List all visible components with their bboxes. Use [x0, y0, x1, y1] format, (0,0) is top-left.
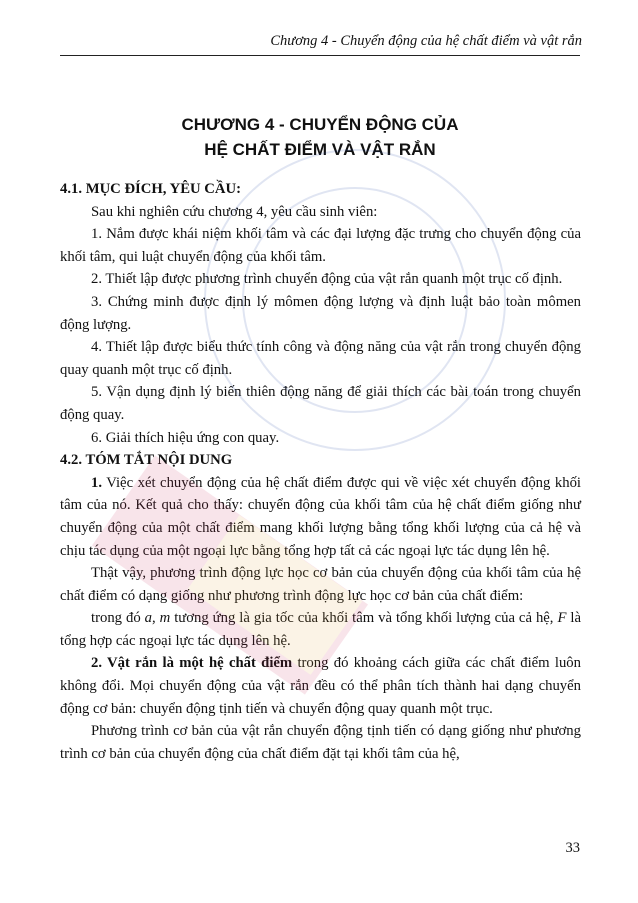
symbol-f-vector: F [557, 610, 567, 627]
objective-item: 2. Thiết lập được phương trình chuyển động của vật rắn quanh một trục cố định. [91, 271, 563, 288]
objective-item: 6. Giải thích hiệu ứng con quay. [91, 429, 280, 446]
paragraph [60, 607, 581, 652]
chapter-title [100, 112, 540, 162]
paragraph-lead: 2. Vật rắn là một hệ chất điểm [91, 655, 293, 672]
symbol-a-vector: a [144, 610, 152, 627]
objective-item: 3. Chứng minh được định lý mômen động lượng và định luật bảo toàn mômen động lượng. [60, 293, 581, 333]
header-rule [60, 55, 580, 56]
objective-item: 4. Thiết lập được biểu thức tính công và động năng của vật rắn trong chuyển động quay quanh một trục cố định. [60, 339, 581, 378]
chapter-title-line-1: CHƯƠNG 4 - CHUYỂN ĐỘNG CỦA [181, 115, 459, 134]
paragraph [60, 652, 581, 720]
symbol-m: m [159, 610, 171, 627]
paragraph-text: trong đó khoảng cách giữa các chất điểm luôn không đổi. Mọi chuyển động của vật rắn đều có thể phân tích thành hai dạng chuyển động cơ bản: chuyển động tịnh tiến và chuyển động quay quanh một trục. [60, 655, 581, 717]
paragraph-text: , [151, 610, 160, 627]
objective-item: 1. Nắm được khái niệm khối tâm và các đại lượng đặc trưng cho chuyển động của khối tâm, qui luật chuyển động của khối tâm. [60, 226, 581, 265]
paragraph-text: Việc xét chuyển động của hệ chất điểm được qui về việc xét chuyển động khối tâm của nó. Kết quả cho thấy: chuyển động của khối tâm của hệ chất điểm giống như chuyển động của một chất điểm mang khối lượng bằng tổng khối lượng của cả hệ và chịu tác dụng của một ngoại lực bằng tổng hợp tất cả các ngoại lực tác dụng lên hệ. [60, 474, 581, 559]
objective-item: 5. Vận dụng định lý biến thiên động năng để giải thích các bài toán trong chuyển động quay. [60, 384, 581, 423]
paragraph-text: là tổng hợp các ngoại lực tác dụng lên hệ. [60, 610, 582, 649]
section-intro: Sau khi nghiên cứu chương 4, yêu cầu sinh viên: [91, 203, 378, 220]
running-header: Chương 4 - Chuyển động của hệ chất điểm và vật rắn [270, 33, 582, 49]
section-heading-4-1: 4.1. MỤC ĐÍCH, YÊU CẦU: [60, 181, 241, 197]
paragraph-text: tương ứng là gia tốc của khối tâm và tổng khối lượng của cả hệ, [170, 610, 558, 627]
paragraph-lead: 1. [91, 474, 103, 491]
chapter-title-line-2: HỆ CHẤT ĐIỂM VÀ VẬT RẮN [204, 140, 436, 159]
page-number: 33 [565, 840, 580, 856]
paragraph [60, 472, 581, 562]
page-content [60, 178, 581, 765]
section-heading-4-2: 4.2. TÓM TẮT NỘI DUNG [60, 452, 233, 469]
paragraph: Phương trình cơ bản của vật rắn chuyển động tịnh tiến có dạng giống như phương trình cơ bản của chuyển động của chất điểm đặt tại khối tâm của hệ, [60, 723, 581, 762]
paragraph-text: trong đó [91, 610, 145, 627]
paragraph: Thật vậy, phương trình động lực học cơ bản của chuyển động của khối tâm của hệ chất điểm có dạng giống như phương trình động lực học cơ bản của chất điểm: [60, 565, 581, 604]
